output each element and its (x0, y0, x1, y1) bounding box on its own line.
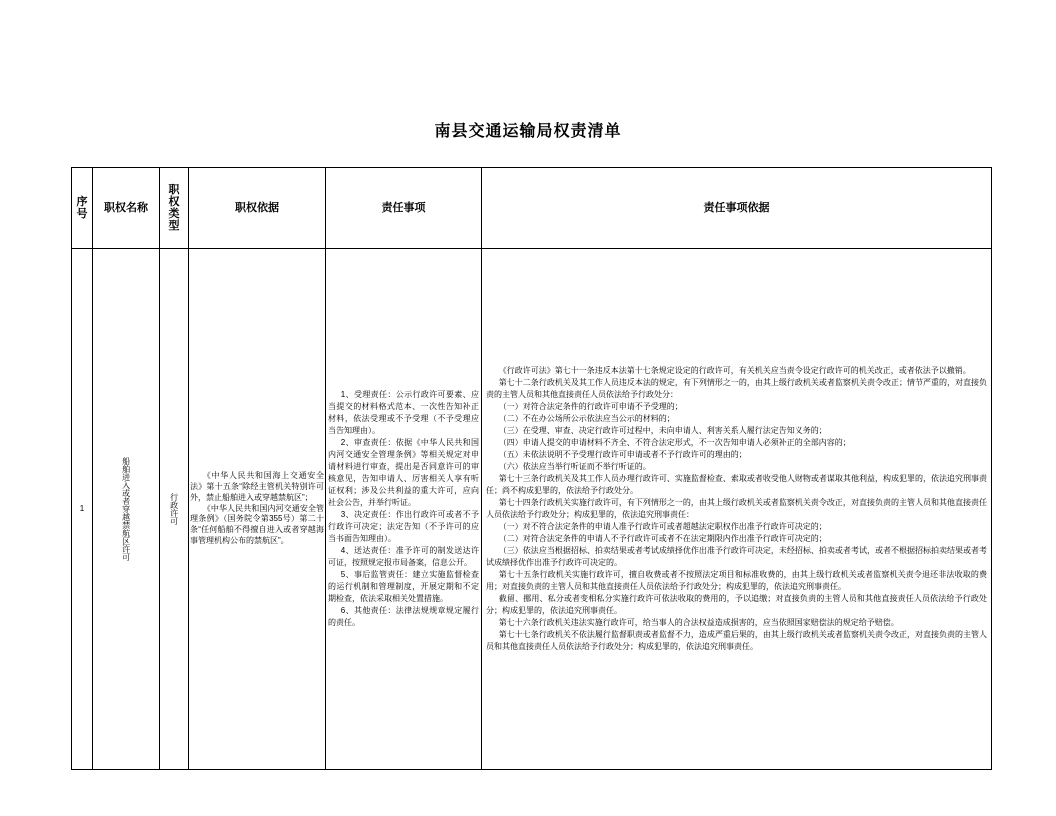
column-header-power-basis-label: 职权依据 (235, 201, 279, 214)
power-name-rotated-wrap (93, 249, 159, 769)
power-type-rotated-wrap (160, 249, 188, 769)
cell-power-basis-text: 《中华人民共和国海上交通安全法》第十五条“除经主管机关特别许可外，禁止船舶进入或穿越禁航区”； 《中华人民共和国内河交通安全管理条例》（国务院令第355号）第二十条“任何船舶不得擅自进入或者穿越海事管理机构公布的禁航区”。 (190, 471, 324, 545)
cell-power-type (160, 249, 189, 770)
table-header-row (72, 168, 992, 249)
column-header-power-name-label: 职权名称 (104, 201, 148, 214)
page-title: 南县交通运输局权责清单 (434, 123, 622, 140)
column-header-power-basis (189, 168, 326, 249)
column-header-power-name (93, 168, 160, 249)
power-duty-list-table (71, 167, 992, 770)
column-header-power-type (160, 168, 189, 249)
cell-power-name (93, 249, 160, 770)
cell-duty-items-text: 1、受理责任：公示行政许可要素、应当提交的材料格式范本、一次性告知补正材料，依法受理或不予受理（不予受理应当告知理由）。 2、审查责任：依据《中华人民共和国内河交通安全管理条例》等相关规定对申请材料进行审查，提出是否同意许可的审核意见，告知申请人、厉害相关人享有听证权利；涉及公共利益的重大许可，应向社会公告，并举行听证。 3、决定责任：作出行政许可或者不予行政许可决定；法定告知（不予许可的应当书面告知理由）。 4、送达责任：准予许可的制发送达许可证，按照规定报市局备案，信息公开。 5、事后监管责任：建立实施监督检查的运行机制和管理制度，开展定期和不定期检查，依法采取相关处置措施。 6、其他责任：法律法规规章规定履行的责任。 (328, 390, 479, 627)
table-header (72, 168, 992, 249)
cell-duty-items (326, 249, 482, 770)
column-header-duty-items-label: 责任事项 (381, 201, 426, 214)
cell-power-name-label: 船舶进入或者穿越禁航区许可 (121, 457, 131, 561)
cell-power-type-label: 行政许可 (169, 493, 179, 525)
column-header-seq-label: 序号 (76, 195, 88, 220)
column-header-duty-items (326, 168, 482, 249)
column-header-duty-basis (482, 168, 992, 249)
table-row (72, 249, 992, 770)
table-body (72, 249, 992, 770)
cell-power-basis (189, 249, 326, 770)
column-header-duty-basis-label: 责任事项依据 (703, 201, 770, 214)
cell-seq: 1 (72, 249, 93, 770)
column-header-power-type-label: 职权类型 (168, 183, 180, 233)
cell-duty-basis (482, 249, 992, 770)
column-header-seq (72, 168, 93, 249)
cell-duty-basis-text: 《行政许可法》第七十一条违反本法第十七条规定设定的行政许可，有关机关应当责令设定行政许可的机关改正，或者依法予以撤销。 第七十二条行政机关及其工作人员违反本法的规定，有下列情形之一的，由其上级行政机关或者监察机关责令改正；情节严重的，对直接负责的主管人员和其他直接责任人员依法给予行政处分： （一）对符合法定条件的行政许可申请不予受理的； （二）不在办公场所公示依法应当公示的材料的； （三）在受理、审查、决定行政许可过程中，未向申请人、利害关系人履行法定告知义务的； （四）申请人提交的申请材料不齐全、不符合法定形式，不一次告知申请人必须补正的全部内容的； （五）未依法说明不予受理行政许可申请或者不予行政许可的理由的； （六）依法应当举行听证而不举行听证的。 第七十三条行政机关及其工作人员办理行政许可、实施监督检查、索取或者收受他人财物或者谋取其他利益，构成犯罪的，依法追究刑事责任；尚不构成犯罪的，依法给予行政处分。 第七十四条行政机关实施行政许可，有下列情形之一的，由其上级行政机关或者监察机关责令改正，对直接负责的主管人员和其他直接责任人员依法给予行政处分；构成犯罪的，依法追究刑事责任： （一）对不符合法定条件的申请人准予行政许可或者超越法定职权作出准予行政许可决定的； （二）对符合法定条件的申请人不予行政许可或者不在法定期限内作出准予行政许可决定的； （三）依法应当根据招标、拍卖结果或者考试成绩择优作出准予行政许可决定，未经招标、拍卖或者考试，或者不根据招标拍卖结果或者考试成绩择优作出准予行政许可决定的。 第七十五条行政机关实施行政许可，擅自收费或者不按照法定项目和标准收费的，由其上级行政机关或者监察机关责令退还非法收取的费用；对直接负责的主管人员和其他直接责任人员依法给予行政处分；构成犯罪的，依法追究刑事责任。 截留、挪用、私分或者变相私分实施行政许可依法收取的费用的，予以追缴；对直接负责的主管人员和其他直接责任人员依法给予行政处分；构成犯罪的，依法追究刑事责任。 第七十六条行政机关违法实施行政许可，给当事人的合法权益造成损害的，应当依照国家赔偿法的规定给予赔偿。 第七十七条行政机关不依法履行监督职责或者监督不力，造成严重后果的，由其上级行政机关或者监察机关责令改正，对直接负责的主管人员和其他直接责任人员依法给予行政处分；构成犯罪的，依法追究刑事责任。 (486, 366, 987, 651)
